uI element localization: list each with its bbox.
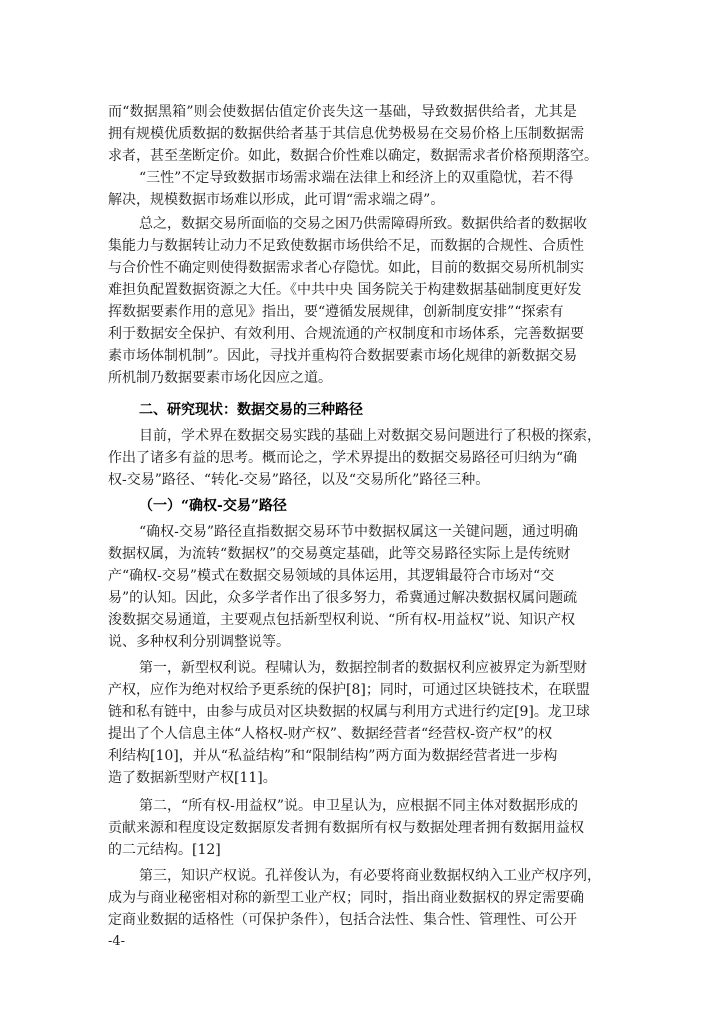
text-line: 挥数据要素作用的意见》指出，要“遵循发展规律，创新制度安排”“探索有 [108,304,564,320]
text-line: 易”的认知。因此，众多学者作出了很多努力，希冀通过解决数据权属问题疏 [108,590,578,606]
text-line: 造了数据新型财产权[11]。 [108,770,277,786]
text-line: 求者，甚至垄断定价。如此，数据合价性难以确定，数据需求者价格预期落空。 [108,148,598,164]
text-line: 产权，应作为绝对权给予更系统的保护[8]；同时，可通过区块链技术，在联盟 [108,682,590,698]
text-line: 拥有规模优质数据的数据供给者基于其信息优势极易在交易价格上压制数据需 [108,126,584,142]
text-line: 成为与商业秘密相对称的新型工业产权；同时，指出商业数据权的界定需要确 [108,890,584,906]
text-line: 难担负配置数据资源之大任。《中共中央 国务院关于构建数据基础制度更好发 [108,282,582,298]
text-line: 产“确权-交易”模式在数据交易领域的具体运用，其逻辑最符合市场对“交 [108,568,555,584]
text-line: 浚数据交易通道，主要观点包括新型权利说、“所有权-用益权”说、知识产权 [108,612,576,628]
text-line: 集能力与数据转让动力不足致使数据市场供给不足，而数据的合规性、合质性 [108,238,584,254]
text-line: 链和私有链中，由参与成员对区块数据的权属与利用方式进行约定[9]。龙卫球 [108,704,590,720]
text-line: 总之，数据交易所面临的交易之困乃供需障碍所致。数据供给者的数据收 [139,216,587,232]
text-line: 第三，知识产权说。孔祥俊认为，有必要将商业数据权纳入工业产权序列， [139,868,601,884]
text-line: 与合价性不确定则使得数据需求者心存隐忧。如此，目前的数据交易所机制实 [108,260,584,276]
text-line: 利结构[10]，并从“私益结构”和“限制结构”两方面为数据经营者进一步构 [108,748,558,764]
text-line: 贡献来源和程度设定数据原发者拥有数据所有权与数据处理者拥有数据用益权 [108,820,584,836]
text-line: 解决，规模数据市场难以形成，此可谓“需求端之碍”。 [108,192,445,208]
page-number: -4- [108,934,126,949]
text-line: 所机制乃数据要素市场化因应之道。 [108,370,332,386]
text-line: 说、多种权利分别调整说等。 [108,634,290,650]
text-line: 素市场体制机制”。因此，寻找并重构符合数据要素市场化规律的新数据交易 [108,348,578,364]
text-line: 权-交易”路径、“转化-交易”路径，以及“交易所化”路径三种。 [108,472,490,488]
subsection-heading: （一）“确权-交易”路径 [139,498,287,514]
text-line: 第一，新型权利说。程啸认为，数据控制者的数据权利应被界定为新型财 [139,660,587,676]
text-line: “三性”不定导致数据市场需求端在法律上和经济上的双重隐忧，若不得 [139,170,574,186]
section-heading: 二、研究现状：数据交易的三种路径 [139,402,363,418]
text-line: 数据权属，为流转“数据权”的交易奠定基础，此等交易路径实际上是传统财 [108,546,571,562]
text-line: 提出了个人信息主体“人格权-财产权”、数据经营者“经营权-资产权”的权 [108,726,553,742]
text-line: 的二元结构。[12] [108,842,221,858]
text-line: 第二，“所有权-用益权”说。申卫星认为，应根据不同主体对数据形成的 [139,798,579,814]
text-line: 而“数据黑箱”则会使数据估值定价丧失这一基础，导致数据供给者，尤其是 [108,104,578,120]
text-line: 目前，学术界在数据交易实践的基础上对数据交易问题进行了积极的探索， [139,428,601,444]
text-line: 利于数据安全保护、有效利用、合规流通的产权制度和市场体系，完善数据要 [108,326,584,342]
text-line: “确权-交易”路径直指数据交易环节中数据权属这一关键问题，通过明确 [139,524,579,540]
text-line: 作出了诸多有益的思考。概而论之，学术界提出的数据交易路径可归纳为“确 [108,450,578,466]
text-line: 定商业数据的适格性（可保护条件），包括合法性、集合性、管理性、可公开 [108,912,577,928]
